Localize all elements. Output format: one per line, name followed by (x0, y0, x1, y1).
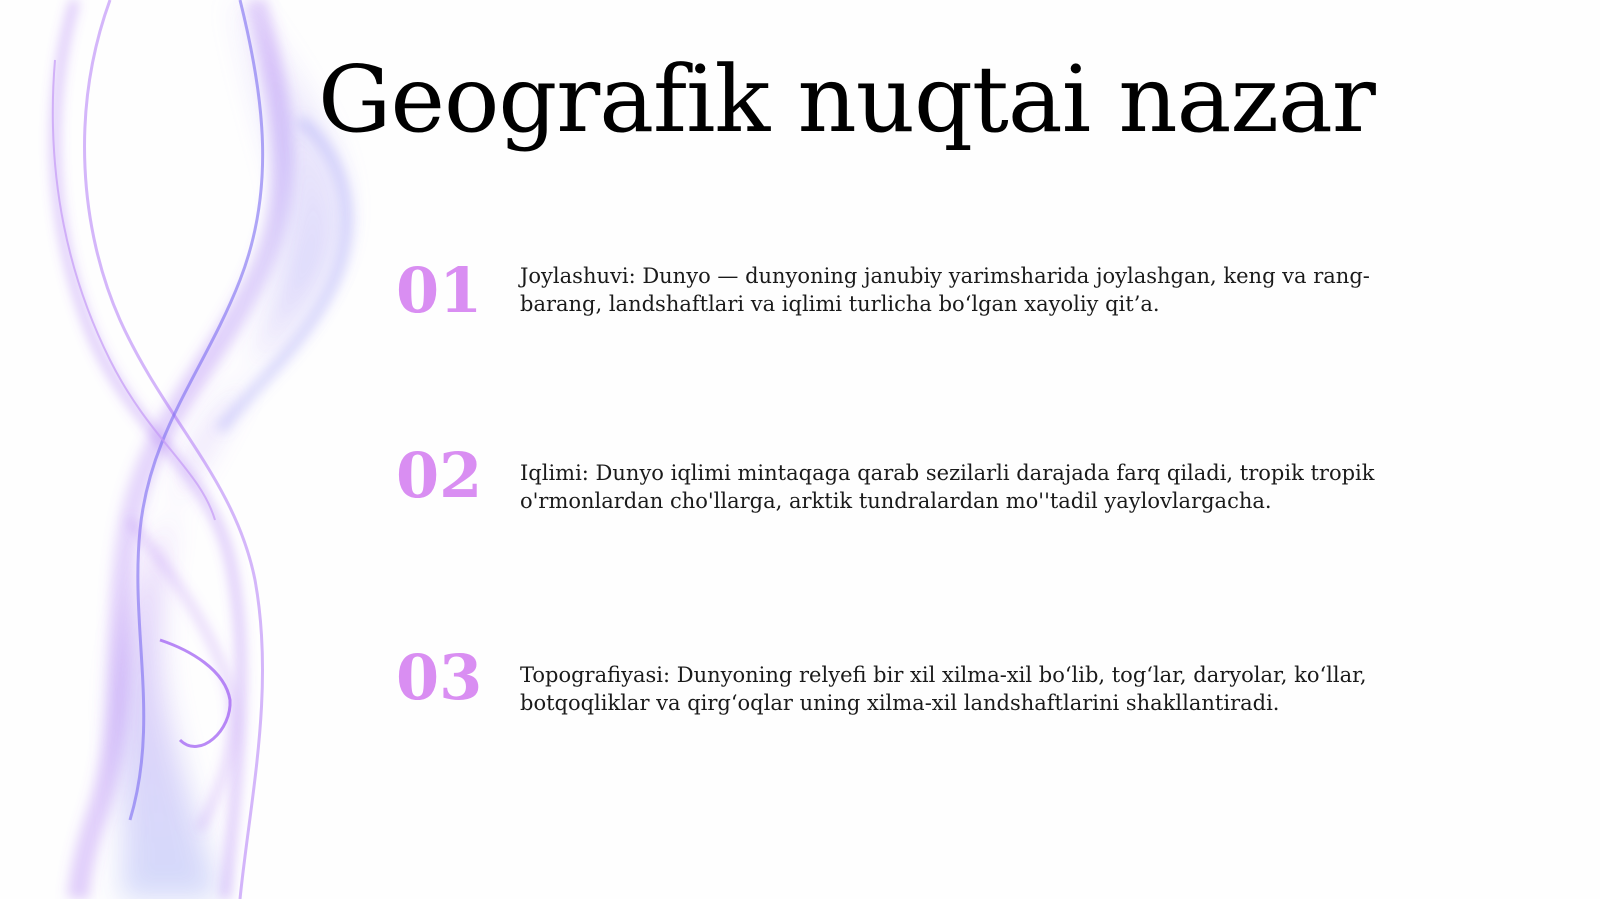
item-number: 01 (396, 254, 483, 327)
list-item (396, 441, 1436, 521)
item-number: 02 (396, 439, 483, 512)
item-text: Joylashuvi: Dunyo — dunyoning janubiy yarimsharida joylashgan, keng va rang-barang, landshaftlari va iqlimi turlicha bo‘lgan xayoliy qit’a. (520, 264, 1370, 316)
item-text: Topografiyasi: Dunyoning relyefi bir xil xilma-xil bo‘lib, tog‘lar, daryolar, ko‘llar, botqoqliklar va qirg‘oqlar uning xilma-xil landshaftlarini shakllantiradi. (520, 663, 1367, 715)
list-item (396, 643, 1436, 723)
list-item (396, 256, 1436, 336)
item-number: 03 (396, 641, 483, 714)
slide-title: Geografik nuqtai nazar (318, 46, 1375, 153)
item-text: Iqlimi: Dunyo iqlimi mintaqaga qarab sezilarli darajada farq qiladi, tropik tropik o'rmonlardan cho'llarga, arktik tundralardan mo''tadil yaylovlargacha. (520, 461, 1375, 513)
